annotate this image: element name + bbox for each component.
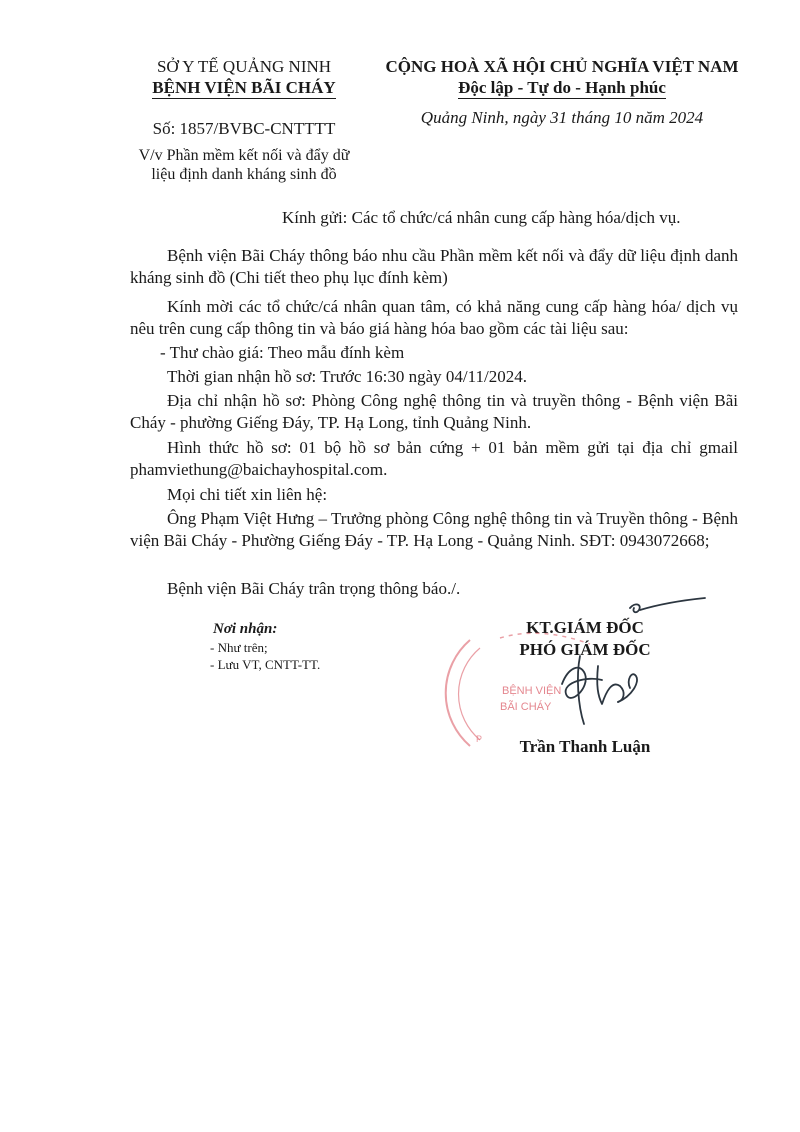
bullet-quote-letter: - Thư chào giá: Theo mẫu đính kèm <box>160 343 405 362</box>
svg-text:BÃI CHÁY: BÃI CHÁY <box>500 701 552 713</box>
svg-text:P: P <box>476 734 483 744</box>
recipients-item-1: - Như trên; <box>210 640 268 655</box>
hospital-name-text: BỆNH VIỆN BÃI CHÁY <box>152 78 336 97</box>
subject-line-2: liệu định danh kháng sinh đồ <box>151 166 337 183</box>
recipients-item-2: - Lưu VT, CNTT-TT. <box>210 657 321 672</box>
paragraph-invitation: Kính mời các tổ chức/cá nhân quan tâm, có khả năng cung cấp hàng hóa/ dịch vụ nêu trên cung cấp thông tin và báo giá hàng hóa bao gồm các tài liệu sau: <box>130 297 738 338</box>
hospital-name <box>128 78 360 98</box>
paragraph-closing: Bệnh viện Bãi Cháy trân trọng thông báo./. <box>167 579 461 598</box>
paragraph-contact-intro: Mọi chi tiết xin liên hệ: <box>167 485 328 504</box>
signature-title-2: PHÓ GIÁM ĐỐC <box>519 640 651 659</box>
recipient-line: Kính gửi: Các tổ chức/cá nhân cung cấp hàng hóa/dịch vụ. <box>282 208 681 227</box>
signer-name: Trần Thanh Luận <box>519 737 651 756</box>
national-motto-text: Độc lập - Tự do - Hạnh phúc <box>458 78 666 97</box>
ministry-name: SỞ Y TẾ QUẢNG NINH <box>156 57 332 76</box>
paragraph-contact: Ông Phạm Việt Hưng – Trưởng phòng Công nghệ thông tin và Truyền thông - Bệnh viện Bãi Cháy - Phường Giếng Đáy - TP. Hạ Long - Quảng Ninh. SĐT: 0943072668; <box>130 509 738 550</box>
signature-title-1: KT.GIÁM ĐỐC <box>526 618 644 637</box>
country-name: CỘNG HOÀ XÃ HỘI CHỦ NGHĨA VIỆT NAM <box>385 57 739 76</box>
recipients-title: Nơi nhận: <box>213 621 278 637</box>
paragraph-address: Địa chỉ nhận hồ sơ: Phòng Công nghệ thông tin và truyền thông - Bệnh viện Bãi Cháy - phường Giếng Đáy, TP. Hạ Long, tỉnh Quảng Ninh. <box>130 391 738 432</box>
document-date: Quảng Ninh, ngày 31 tháng 10 năm 2024 <box>420 108 704 127</box>
subject-line-1: V/v Phần mềm kết nối và đẩy dữ <box>138 147 350 164</box>
national-motto <box>372 78 752 98</box>
svg-text:BỆNH VIỆN: BỆNH VIỆN <box>502 685 562 697</box>
paragraph-format: Hình thức hồ sơ: 01 bộ hồ sơ bản cứng + 01 bản mềm gửi tại địa chỉ gmail phamviethung@baichayhospital.com. <box>130 438 738 479</box>
document-number: Số: 1857/BVBC-CNTTTT <box>152 119 336 138</box>
paragraph-need: Bệnh viện Bãi Cháy thông báo nhu cầu Phần mềm kết nối và đẩy dữ liệu định danh kháng sinh đồ (Chi tiết theo phụ lục đính kèm) <box>130 246 738 287</box>
handwritten-signature <box>540 596 710 741</box>
paragraph-deadline: Thời gian nhận hồ sơ: Trước 16:30 ngày 04/11/2024. <box>167 367 527 386</box>
